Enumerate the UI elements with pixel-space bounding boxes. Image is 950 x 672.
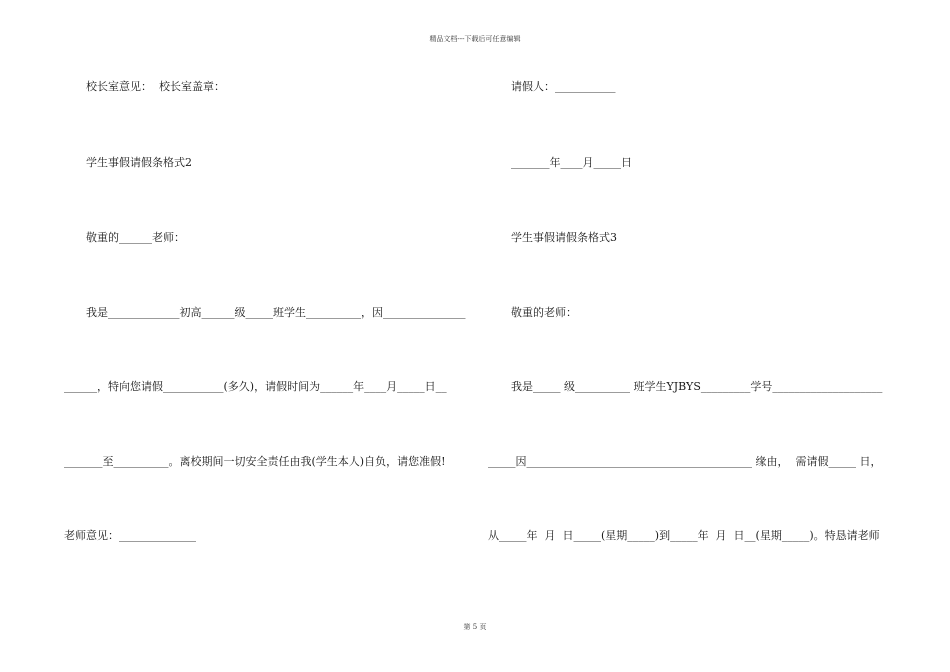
salutation-line: 敬重的______老师：: [86, 231, 185, 244]
leave-format-3-title: 学生事假请假条格式3: [511, 231, 617, 244]
page-header: 精品文档---下载后可任意编辑: [429, 35, 521, 43]
principal-opinion-line: 校长室意见： 校长室盖章：: [86, 80, 225, 93]
body-line-3: _______至__________。离校期间一切安全责任由我(学生本人)自负，请您准假!: [64, 455, 446, 468]
body-line-5: _____因_________________________________________ 缘由， 需请假_____ 日，: [488, 455, 882, 468]
body-line-4: 我是_____ 级__________ 班学生YJBYS_________学号____________________: [511, 380, 883, 393]
teacher-opinion-line: 老师意见：______________: [64, 529, 196, 542]
applicant-line: 请假人：___________: [511, 80, 616, 93]
body-line-2: ______，特向您请假___________(多久)，请假时间为______年____月_____日__: [64, 380, 447, 393]
salutation-line-2: 敬重的老师：: [511, 306, 577, 319]
body-line-1: 我是_____________初高______级_____班学生__________，因_______________: [86, 306, 466, 319]
date-line: _______年____月_____日: [511, 156, 632, 169]
page-footer: 第 5 页: [463, 623, 487, 631]
leave-format-2-title: 学生事假请假条格式2: [86, 156, 192, 169]
body-line-6: 从_____年 月 日_____(星期_____)到_____年 月 日__(星期_____)。特恳请老师: [488, 529, 880, 542]
